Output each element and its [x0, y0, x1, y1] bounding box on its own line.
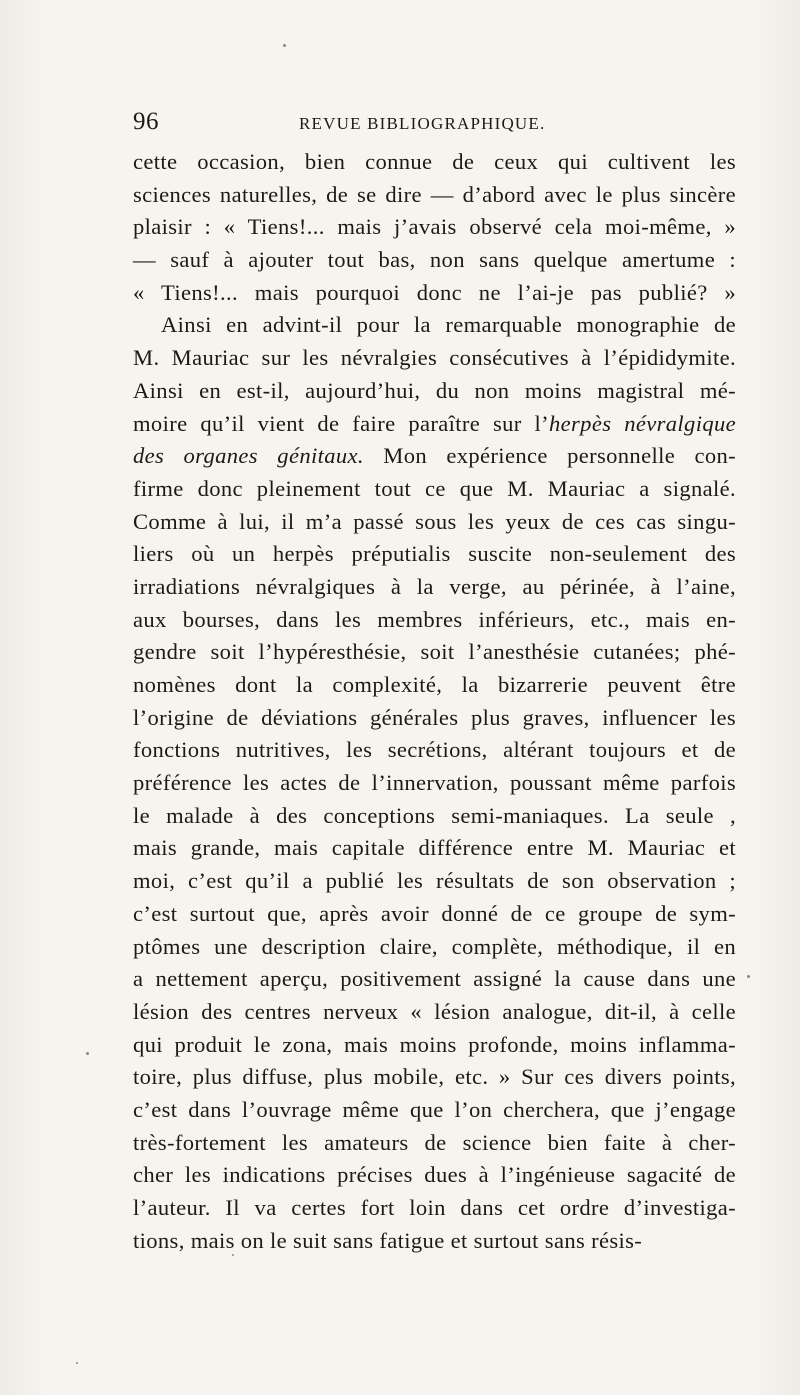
text-line: — sauf à ajouter tout bas, non sans quelque amertume :	[133, 247, 736, 273]
page-number: 96	[133, 108, 159, 135]
text-line: Ainsi en est-il, aujourd’hui, du non moins magistral mé-	[133, 377, 736, 403]
text-line: « Tiens!... mais pourquoi donc ne l’ai-je pas publié? »	[133, 279, 736, 305]
text-line: gendre soit l’hypéresthésie, soit l’anesthésie cutanées; phé-	[133, 639, 736, 665]
text-line: M. Mauriac sur les névralgies consécutives à l’épididymite.	[133, 345, 736, 371]
running-title: REVUE BIBLIOGRAPHIQUE.	[299, 114, 546, 133]
text-line: liers où un herpès préputialis suscite non-seulement des	[133, 541, 736, 567]
body-text	[133, 146, 736, 1257]
italic-title: des organes génitaux.	[133, 443, 364, 469]
text-line: l’origine de déviations générales plus graves, influencer les	[133, 704, 736, 730]
text-line: irradiations névralgiques à la verge, au périnée, à l’aine,	[133, 573, 736, 599]
italic-title: herpès névralgique	[549, 410, 736, 436]
text-line: cette occasion, bien connue de ceux qui cultivent les	[133, 149, 736, 174]
paragraph-start-line: Ainsi en advint-il pour la remarquable monographie de	[161, 312, 736, 338]
text-line: préférence les actes de l’innervation, poussant même parfois	[133, 770, 736, 796]
text-line: aux bourses, dans les membres inférieurs, etc., mais en-	[133, 606, 736, 632]
text-segment: moire qu’il vient de faire paraître sur l’	[133, 410, 550, 436]
text-line-with-italic	[133, 440, 736, 473]
text-line: c’est dans l’ouvrage même que l’on cherchera, que j’engage	[133, 1096, 736, 1122]
text-line: toire, plus diffuse, plus mobile, etc. » Sur ces divers points,	[133, 1064, 736, 1090]
text-line: cher les indications précises dues à l’ingénieuse sagacité de	[133, 1162, 736, 1188]
text-line: le malade à des conceptions semi-maniaques. La seule ,	[133, 802, 736, 828]
text-line: lésion des centres nerveux « lésion analogue, dit-il, à celle	[133, 998, 736, 1024]
text-segment: Mon expérience personnelle con-	[363, 443, 736, 469]
paper-speck	[747, 975, 750, 978]
text-line: Comme à lui, il m’a passé sous les yeux de ces cas singu-	[133, 508, 736, 534]
paper-speck	[283, 44, 286, 47]
text-line: moi, c’est qu’il a publié les résultats de son observation ;	[133, 868, 736, 894]
text-line-with-italic	[133, 408, 736, 441]
paper-speck	[76, 1362, 78, 1364]
text-line: fonctions nutritives, les secrétions, altérant toujours et de	[133, 737, 736, 763]
text-line: ptômes une description claire, complète, méthodique, il en	[133, 933, 736, 959]
text-line: l’auteur. Il va certes fort loin dans cet ordre d’investiga-	[133, 1195, 736, 1220]
text-line: plaisir : « Tiens!... mais j’avais observé cela moi-même, »	[133, 214, 736, 240]
text-line: nomènes dont la complexité, la bizarrerie peuvent être	[133, 672, 736, 697]
text-line: c’est surtout que, après avoir donné de ce groupe de sym-	[133, 900, 736, 926]
page-header	[133, 108, 736, 142]
paper-speck	[232, 1254, 234, 1256]
text-line: sciences naturelles, de se dire — d’abord avec le plus sincère	[133, 181, 736, 207]
text-line: firme donc pleinement tout ce que M. Mauriac a signalé.	[133, 475, 736, 501]
paper-speck	[86, 1052, 89, 1055]
text-line: qui produit le zona, mais moins profonde, moins inflamma-	[133, 1031, 736, 1057]
text-line: a nettement aperçu, positivement assigné la cause dans une	[133, 966, 736, 992]
text-line: très-fortement les amateurs de science bien faite à cher-	[133, 1129, 736, 1155]
text-line: mais grande, mais capitale différence entre M. Mauriac et	[133, 835, 736, 861]
text-line: tions, mais on le suit sans fatigue et surtout sans résis-	[133, 1227, 643, 1253]
